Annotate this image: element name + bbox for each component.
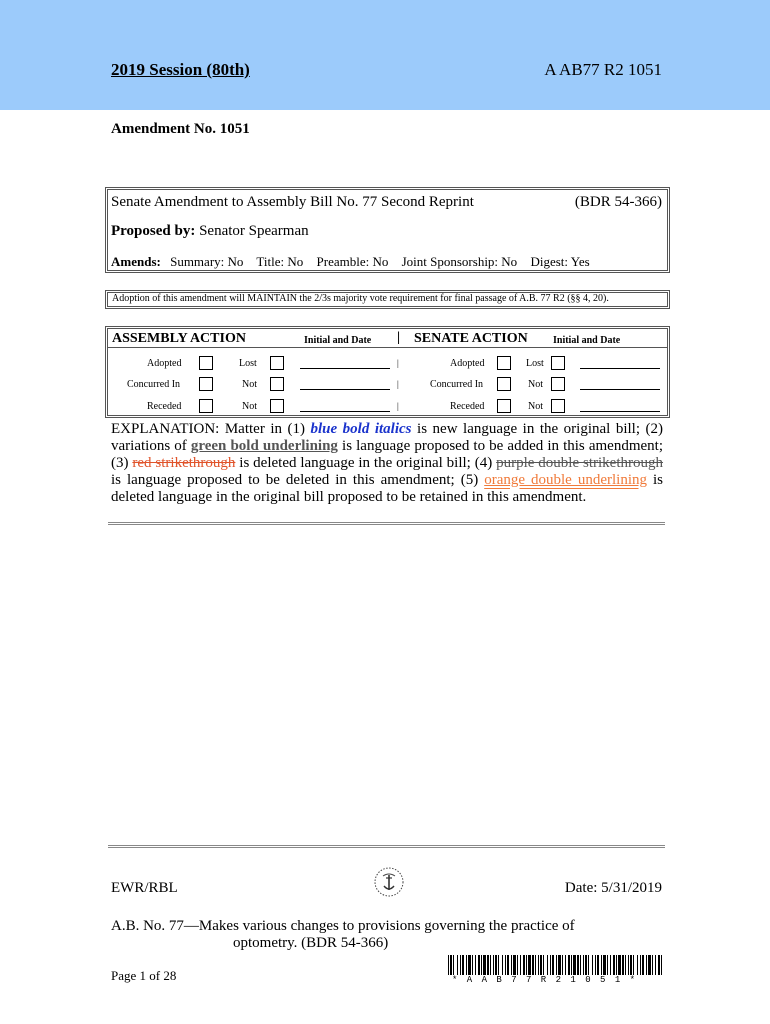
barcode-bar xyxy=(583,955,584,975)
session-title: 2019 Session (80th) xyxy=(111,60,250,79)
barcode-bar xyxy=(457,955,458,975)
explanation-rule xyxy=(108,522,665,525)
barcode-bar xyxy=(490,955,491,975)
barcode-bar xyxy=(472,955,473,975)
barcode-bar xyxy=(625,955,626,975)
barcode-bar xyxy=(528,955,531,975)
barcode-bar xyxy=(552,955,554,975)
barcode-bar xyxy=(603,955,606,975)
barcode-bar xyxy=(468,955,471,975)
drafter-initials: EWR/RBL xyxy=(111,880,178,896)
barcode-bar xyxy=(640,955,641,975)
barcode-bar xyxy=(628,955,629,975)
senate-signature-line[interactable] xyxy=(580,389,660,390)
senate-signature-line[interactable] xyxy=(580,411,660,412)
barcode-bar xyxy=(462,955,464,975)
row-separator: | xyxy=(397,401,399,411)
state-seal-icon xyxy=(373,866,405,898)
barcode-bar xyxy=(493,955,494,975)
barcode-bar xyxy=(568,955,570,975)
legend-red-strikethrough: red strikethrough xyxy=(132,455,236,471)
assembly-not-checkbox[interactable] xyxy=(270,377,284,391)
senate-action-title: SENATE ACTION xyxy=(414,331,528,346)
barcode-bar xyxy=(610,955,611,975)
bill-summary-line2: optometry. (BDR 54-366) xyxy=(233,935,389,951)
barcode-bar xyxy=(607,955,608,975)
barcode-bar xyxy=(658,955,660,975)
barcode-bar xyxy=(523,955,525,975)
amends-label: Amends: xyxy=(111,254,161,269)
assembly-concurred-label: Concurred In xyxy=(127,379,181,390)
legend-blue-bold-italics: blue bold italics xyxy=(310,421,412,437)
barcode-bar xyxy=(592,955,593,975)
senate-lost-checkbox[interactable] xyxy=(551,356,565,370)
barcode-icon xyxy=(448,955,663,975)
senate-adopted-checkbox[interactable] xyxy=(497,356,511,370)
barcode-bar xyxy=(613,955,615,975)
assembly-signature-line[interactable] xyxy=(300,368,390,369)
barcode-bar xyxy=(540,955,542,975)
proposed-by xyxy=(111,223,309,240)
explanation-text: is deleted language in the original bill; (4) xyxy=(235,455,497,471)
senate-not-label: Not xyxy=(528,379,543,390)
barcode-bar xyxy=(517,955,518,975)
barcode-bar xyxy=(498,955,499,975)
legend-orange-double-underlining: orange double underlining xyxy=(484,472,647,488)
barcode-bar xyxy=(616,955,617,975)
barcode-bar xyxy=(526,955,527,975)
senate-not-checkbox[interactable] xyxy=(551,377,565,391)
barcode-bar xyxy=(630,955,632,975)
assembly-signature-line[interactable] xyxy=(300,411,390,412)
senate-adopted-label: Adopted xyxy=(450,358,485,369)
explanation-text: EXPLANATION: Matter in (1) xyxy=(111,421,311,437)
assembly-lost-label: Lost xyxy=(239,358,257,369)
amends-title: Title: No xyxy=(256,254,304,269)
barcode-bar xyxy=(585,955,587,975)
barcode-bar xyxy=(652,955,653,975)
senate-not-checkbox[interactable] xyxy=(551,399,565,413)
row-separator: | xyxy=(397,358,399,368)
barcode-bar xyxy=(487,955,489,975)
assembly-concurred-checkbox[interactable] xyxy=(199,377,213,391)
barcode-bar xyxy=(622,955,624,975)
barcode-bar xyxy=(495,955,497,975)
explanation-paragraph xyxy=(111,421,663,506)
page-number: Page 1 of 28 xyxy=(111,968,177,983)
senate-initial-date: Initial and Date xyxy=(553,335,621,346)
assembly-signature-line[interactable] xyxy=(300,389,390,390)
senate-signature-line[interactable] xyxy=(580,368,660,369)
assembly-adopted-label: Adopted xyxy=(147,358,182,369)
barcode-bar xyxy=(648,955,651,975)
barcode-bar xyxy=(547,955,548,975)
assembly-not-label: Not xyxy=(242,379,257,390)
barcode-bar xyxy=(577,955,579,975)
assembly-adopted-checkbox[interactable] xyxy=(199,356,213,370)
barcode-bar xyxy=(595,955,596,975)
amendment-number: Amendment No. 1051 xyxy=(111,121,250,137)
barcode-bar xyxy=(642,955,644,975)
bdr-number: (BDR 54-366) xyxy=(574,194,662,210)
senate-not-label: Not xyxy=(528,401,543,412)
amends-preamble: Preamble: No xyxy=(316,254,389,269)
barcode-bar xyxy=(565,955,566,975)
bill-reference: A AB77 R2 1051 xyxy=(544,60,662,79)
amendment-date: Date: 5/31/2019 xyxy=(564,880,662,896)
barcode-bar xyxy=(558,955,561,975)
legend-purple-double-strikethrough: purple double strikethrough xyxy=(496,455,664,471)
barcode-bar xyxy=(532,955,534,975)
barcode-bar xyxy=(597,955,599,975)
assembly-lost-checkbox[interactable] xyxy=(270,356,284,370)
barcode-bar xyxy=(502,955,503,975)
barcode-bar xyxy=(571,955,572,975)
explanation-text: is language proposed to be deleted in this amendment; (5) xyxy=(111,472,485,488)
proposed-by-value: Senator Spearman xyxy=(199,223,309,239)
barcode-bar xyxy=(466,955,467,975)
amends-digest: Digest: Yes xyxy=(530,254,590,269)
action-table-divider xyxy=(108,347,667,348)
assembly-receded-label: Receded xyxy=(147,401,182,412)
barcode-bar xyxy=(588,955,589,975)
barcode-bar xyxy=(511,955,512,975)
barcode-bar xyxy=(507,955,509,975)
barcode-bar xyxy=(550,955,551,975)
barcode-bar xyxy=(562,955,563,975)
senate-receded-checkbox[interactable] xyxy=(497,399,511,413)
barcode-bar xyxy=(460,955,461,975)
assembly-initial-date: Initial and Date xyxy=(304,335,372,346)
action-separator: | xyxy=(397,330,401,345)
bill-summary-line1: A.B. No. 77—Makes various changes to provisions governing the practice of xyxy=(111,918,575,934)
assembly-action-title: ASSEMBLY ACTION xyxy=(112,331,246,346)
barcode-bar xyxy=(661,955,662,975)
barcode-bar xyxy=(573,955,576,975)
barcode-bar xyxy=(483,955,486,975)
barcode-bar xyxy=(538,955,539,975)
barcode-bar xyxy=(601,955,602,975)
barcode-bar xyxy=(637,955,638,975)
amendment-title: Senate Amendment to Assembly Bill No. 77 Second Reprint xyxy=(111,194,474,210)
senate-concurred-checkbox[interactable] xyxy=(497,377,511,391)
barcode-bar xyxy=(448,955,449,975)
row-separator: | xyxy=(397,379,399,389)
amends-line xyxy=(111,254,600,270)
proposed-by-label: Proposed by: xyxy=(111,223,196,239)
explanation-text: is new language in the original bill; (2) variations of xyxy=(111,421,664,454)
barcode-bar xyxy=(535,955,536,975)
barcode-bar xyxy=(478,955,480,975)
explanation-text: is deleted language in the original bill proposed to be retained in this amendment. xyxy=(111,472,664,505)
barcode-bar xyxy=(450,955,452,975)
assembly-not-checkbox[interactable] xyxy=(270,399,284,413)
header-band xyxy=(0,0,770,110)
explanation-text: is language proposed to be added in this amendment; (3) xyxy=(111,438,663,471)
barcode-bar xyxy=(453,955,454,975)
barcode-bar xyxy=(543,955,544,975)
assembly-not-label: Not xyxy=(242,401,257,412)
barcode-bar xyxy=(475,955,476,975)
barcode-bar xyxy=(633,955,634,975)
barcode-bar xyxy=(481,955,482,975)
barcode-bar xyxy=(505,955,506,975)
senate-lost-label: Lost xyxy=(526,358,544,369)
barcode-bar xyxy=(556,955,557,975)
legend-green-bold-underlining: green bold underlining xyxy=(190,438,338,454)
barcode-bar xyxy=(513,955,516,975)
barcode-bar xyxy=(646,955,647,975)
amends-joint-sponsorship: Joint Sponsorship: No xyxy=(401,254,518,269)
barcode-text: * A A B 7 7 R 2 1 0 5 1 * xyxy=(452,975,638,985)
barcode-bar xyxy=(580,955,581,975)
footer-rule xyxy=(108,845,665,848)
senate-receded-label: Receded xyxy=(450,401,485,412)
amends-summary: Summary: No xyxy=(170,254,244,269)
barcode-bar xyxy=(520,955,521,975)
vote-notice: Adoption of this amendment will MAINTAIN the 2/3s majority vote requirement for final passage of A.B. 77 R2 (§§ 4, 20). xyxy=(112,293,609,304)
senate-concurred-label: Concurred In xyxy=(430,379,484,390)
assembly-receded-checkbox[interactable] xyxy=(199,399,213,413)
barcode-bar xyxy=(618,955,621,975)
barcode-bar xyxy=(655,955,656,975)
